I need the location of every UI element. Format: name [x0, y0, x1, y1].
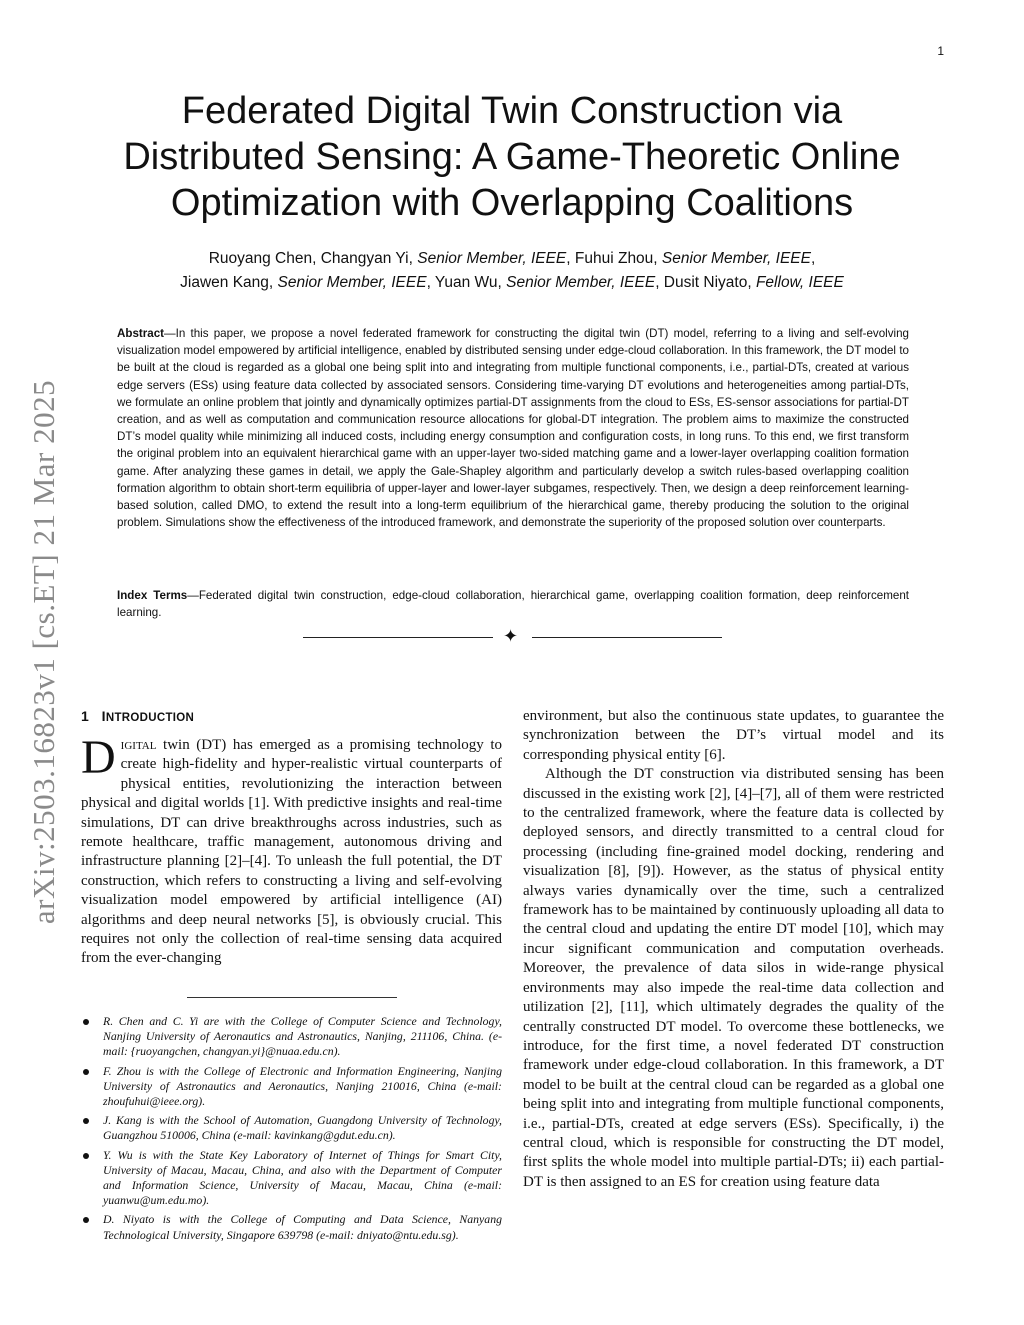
- author-membership: Senior Member, IEEE: [417, 250, 567, 267]
- footnote-text: J. Kang is with the School of Automation, Guangdong University of Technology, Guangzhou 510006, China (e-mail: kavinkang@gdut.edu.cn).: [103, 1113, 502, 1143]
- author-segment: ,: [810, 250, 816, 267]
- author-membership: Senior Member, IEEE: [661, 250, 811, 267]
- footnote-text: R. Chen and C. Yi are with the College of Computer Science and Technology, Nanjing University of Aeronautics and Astronautics, Nanjing, 211106, China. (e-mail: {ruoyangchen, changyan.yi}@nuaa.edu.cn).: [103, 1014, 502, 1059]
- bullet-icon: [83, 1217, 89, 1223]
- bullet-icon: [83, 1118, 89, 1124]
- author-segment: , Fuhui Zhou,: [566, 250, 662, 267]
- bullet-icon: [83, 1069, 89, 1075]
- intro-right-column: [523, 707, 944, 1192]
- intro-paragraph-text: twin (DT) has emerged as a promising technology to create high-fidelity and hyper-realistic virtual counterparts of physical entities, revolutionizing the interaction between physical and digital worlds [1]. With predictive insights and real-time simulations, DT can drive breakthroughs across industries, such as remote healthcare, traffic management, autonomous driving and infrastructure planning [2]–[4]. To unleash the full potential, the DT construction, which refers to constructing a living and self-evolving visualization model empowered by artificial intelligence (AI) algorithms and deep neural networks [5], is obviously crucial. This requires not only the collection of real-time sensing data acquired from the ever-changing: [81, 737, 502, 967]
- title-line: Distributed Sensing: A Game-Theoretic Online: [123, 136, 901, 178]
- index-terms-label: Index Terms: [117, 589, 188, 602]
- intro-paragraph: Although the DT construction via distributed sensing has been discussed in the existing work [2], [4]–[7], all of them were restricted to the centralized framework, where the feature data is collected by deployed sensors, and directly transmitted to a central cloud for processing (including fine-grained model docking, rendering and visualization [8], [9]). However, as the status of physical entity always varies dynamically over the time, such a centralized framework has to be maintained by continuously uploading all data to the central cloud and updating the entire DT model [10], which may incur significant communication and computation overheads. Moreover, the prevalence of data silos in wide-range physical environments may also impede the real-time data collection and utilization [2], [11], which ultimately degrades the quality of the centrally constructed DT model. To overcome these bottlenecks, we introduce, for the first time, a novel federated DT construction framework under edge-cloud collaboration. In this framework, a DT model to be built at the central cloud can be regarded as a global one being split into and integrating from multiple functional components, i.e., partial-DTs, created at edge servers (ESs). Specifically, i) the central cloud, which is responsible for constructing the DT model, first splits the whole model into multiple partial-DTs; ii) each partial-DT is then assigned to an ES for creation using feature data: [523, 766, 944, 1190]
- author-segment: Ruoyang Chen, Changyan Yi,: [208, 250, 418, 267]
- section-title-initial: I: [101, 708, 106, 724]
- intro-left-column: [81, 731, 502, 969]
- footnote-item: [81, 1064, 502, 1110]
- dropcap-continuation: igital: [120, 737, 157, 753]
- author-membership: Senior Member, IEEE: [277, 274, 427, 291]
- dropcap: D: [81, 731, 116, 784]
- author-segment: Jiawen Kang,: [180, 274, 278, 291]
- separator-rule-right: [532, 637, 722, 638]
- separator-star-icon: ✦: [503, 626, 519, 647]
- section-title-rest: NTRODUCTION: [105, 712, 195, 724]
- footnote-text: F. Zhou is with the College of Electronic and Information Engineering, Nanjing University of Astronautics and Aeronautics, Nanjing 210016, China (e-mail: zhoufuhui@ieee.org).: [103, 1063, 502, 1109]
- abstract-text: —In this paper, we propose a novel federated framework for constructing the digital twin (DT) model, referring to a living and self-evolving visualization model empowered by artificial intelligence, enabled by distributed sensing under edge-cloud collaboration. In this framework, the DT model to be built at the cloud is regarded as a global one being split into and integrating from multiple functional components, i.e., partial-DTs, created at various edge servers (ESs) using feature data collected by associated sensors. Considering time-varying DT evolutions and heterogeneities among partial-DTs, we formulate an online problem that jointly and dynamically optimizes partial-DT assignments from the cloud to ESs, ES-sensor associations for partial-DT creation, and as well as computation and communication resource allocations for global-DT integration. The problem aims to maximize the constructed DT’s model quality while minimizing all induced costs, including energy consumption and configuration costs, in long runs. To this end, we first transform the original problem into an equivalent hierarchical game with an upper-layer two-sided matching game and a lower-layer overlapping coalition formation game. After analyzing these games in detail, we apply the Gale-Shapley algorithm and particularly develop a switch rules-based overlapping coalition formation algorithm to obtain short-term equilibria of upper-layer and lower-layer subgames, respectively. Then, we design a deep reinforcement learning-based solution, called DMO, to extend the result into a long-term equilibrium of the hierarchical game, thereby producing the solution to the original problem. Simulations show the effectiveness of the introduced framework, and demonstrate the superiority of the proposed solution over counterparts.: [117, 327, 909, 530]
- abstract: [117, 325, 909, 531]
- section-heading: [81, 708, 194, 724]
- title-line: Optimization with Overlapping Coalitions: [170, 182, 854, 224]
- author-membership: Senior Member, IEEE: [506, 274, 656, 291]
- author-list: [80, 247, 944, 295]
- author-segment: , Yuan Wu,: [426, 274, 507, 291]
- author-segment: , Dusit Niyato,: [655, 274, 756, 291]
- index-terms: [117, 587, 909, 621]
- paper-title: [100, 88, 924, 226]
- index-terms-text: —Federated digital twin construction, edge-cloud collaboration, hierarchical game, overlapping coalition formation, deep reinforcement learning.: [117, 589, 909, 620]
- author-line-2: [80, 271, 944, 295]
- footnote-rule: [187, 997, 397, 998]
- title-line: Federated Digital Twin Construction via: [181, 90, 843, 132]
- bullet-icon: [83, 1019, 89, 1025]
- footnote-item: [81, 1212, 502, 1242]
- intro-paragraph-continued: environment, but also the continuous state updates, to guarantee the synchronization between the DT’s virtual model and its corresponding physical entity [6].: [523, 708, 944, 763]
- footnote-item: [81, 1014, 502, 1060]
- bullet-icon: [83, 1153, 89, 1159]
- page-number: 1: [937, 44, 944, 58]
- abstract-label: Abstract: [117, 327, 165, 340]
- footnote-text: Y. Wu is with the State Key Laboratory of Internet of Things for Smart City, University of Macau, Macau, China, and also with the Department of Computer and Information Science, University of Macau, Macau, China (e-mail: yuanwu@um.edu.mo).: [103, 1147, 502, 1208]
- footnote-item: [81, 1113, 502, 1143]
- author-line-1: [80, 247, 944, 271]
- section-number: 1: [81, 708, 90, 724]
- arxiv-identifier-stamp[interactable]: arXiv:2503.16823v1 [cs.ET] 21 Mar 2025: [26, 379, 61, 925]
- footnote-text: D. Niyato is with the College of Computing and Data Science, Nanyang Technological University, Singapore 639798 (e-mail: dniyato@ntu.edu.sg).: [103, 1212, 502, 1242]
- footnote-item: [81, 1148, 502, 1209]
- affiliation-footnotes: [81, 1014, 502, 1247]
- separator-rule-left: [303, 637, 493, 638]
- author-membership: Fellow, IEEE: [755, 274, 844, 291]
